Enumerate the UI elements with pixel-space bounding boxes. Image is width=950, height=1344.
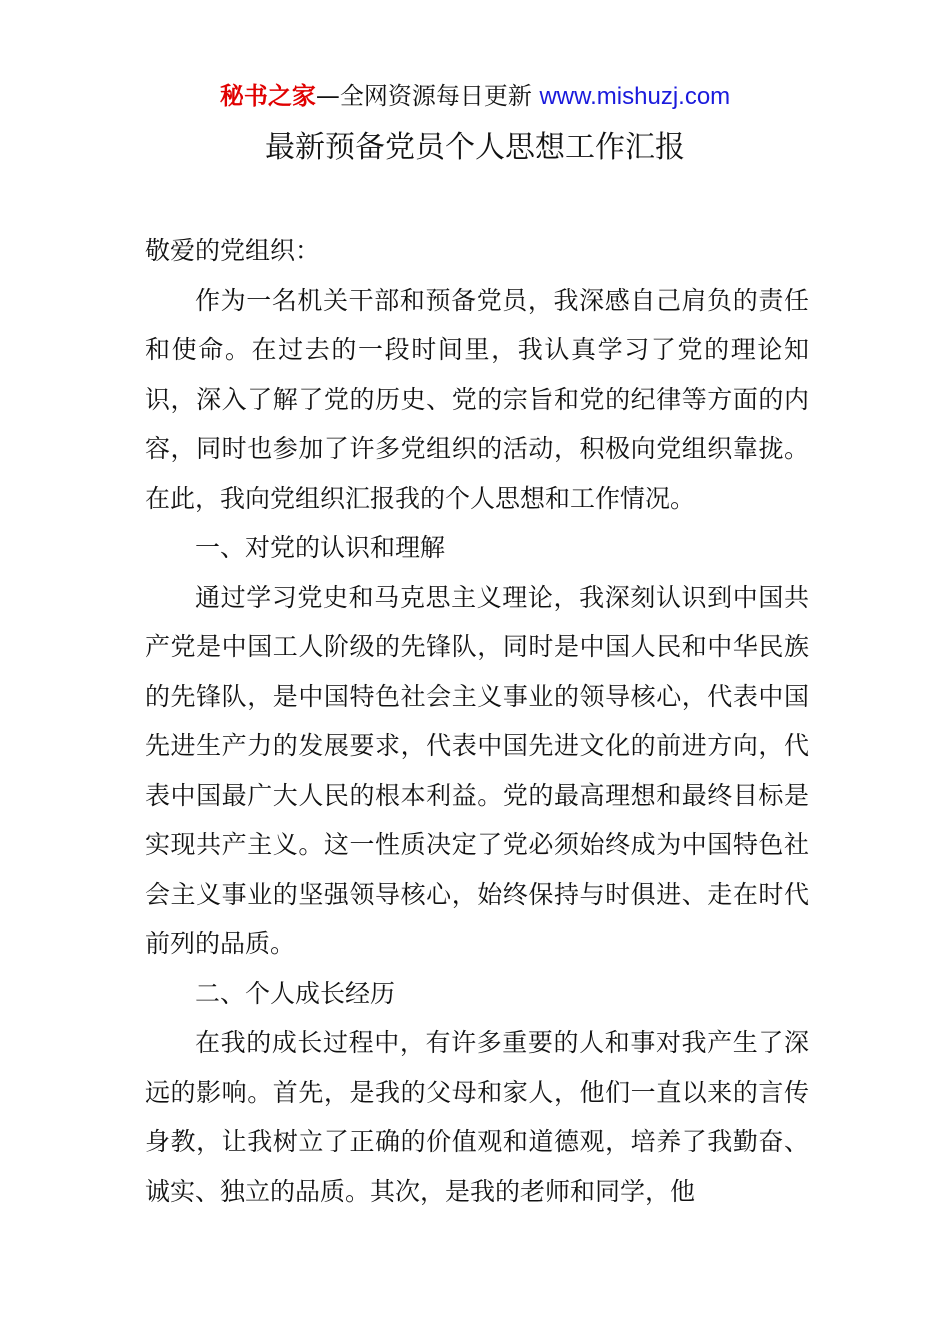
document-title: 最新预备党员个人思想工作汇报 xyxy=(265,130,685,165)
site-tagline: —全网资源每日更新 xyxy=(315,82,540,110)
site-brand: 秘书之家 xyxy=(219,82,316,110)
salutation: 敬爱的党组织： xyxy=(145,236,321,265)
site-header xyxy=(0,80,950,113)
paragraph-section-1: 通过学习党史和马克思主义理论，我深刻认识到中国共产党是中国工人阶级的先锋队，同时是中国人民和中华民族的先锋队，是中国特色社会主义事业的领导核心，代表中国先进生产力的发展要求，代表中国先进文化的前进方向，代表中国最广大人民的根本利益。党的最高理想和最终目标是实现共产主义。这一性质决定了党必须始终成为中国特色社会主义事业的坚强领导核心，始终保持与时俱进、走在时代前列的品质。 xyxy=(145,582,809,958)
document-body xyxy=(145,226,809,1216)
site-url-link[interactable]: www.mishuzj.com xyxy=(539,83,731,110)
paragraph-intro: 作为一名机关干部和预备党员，我深感自己肩负的责任和使命。在过去的一段时间里，我认真学习了党的理论知识，深入了解了党的历史、党的宗旨和党的纪律等方面的内容，同时也参加了许多党组织的活动，积极向党组织靠拢。在此，我向党组织汇报我的个人思想和工作情况。 xyxy=(145,285,809,513)
paragraph-section-2: 在我的成长过程中，有许多重要的人和事对我产生了深远的影响。首先，是我的父母和家人，他们一直以来的言传身教，让我树立了正确的价值观和道德观，培养了我勤奋、诚实、独立的品质。其次，是我的老师和同学，他 xyxy=(145,1028,809,1206)
section-heading-2: 二、个人成长经历 xyxy=(195,978,396,1008)
section-heading-1: 一、对党的认识和理解 xyxy=(195,533,446,562)
